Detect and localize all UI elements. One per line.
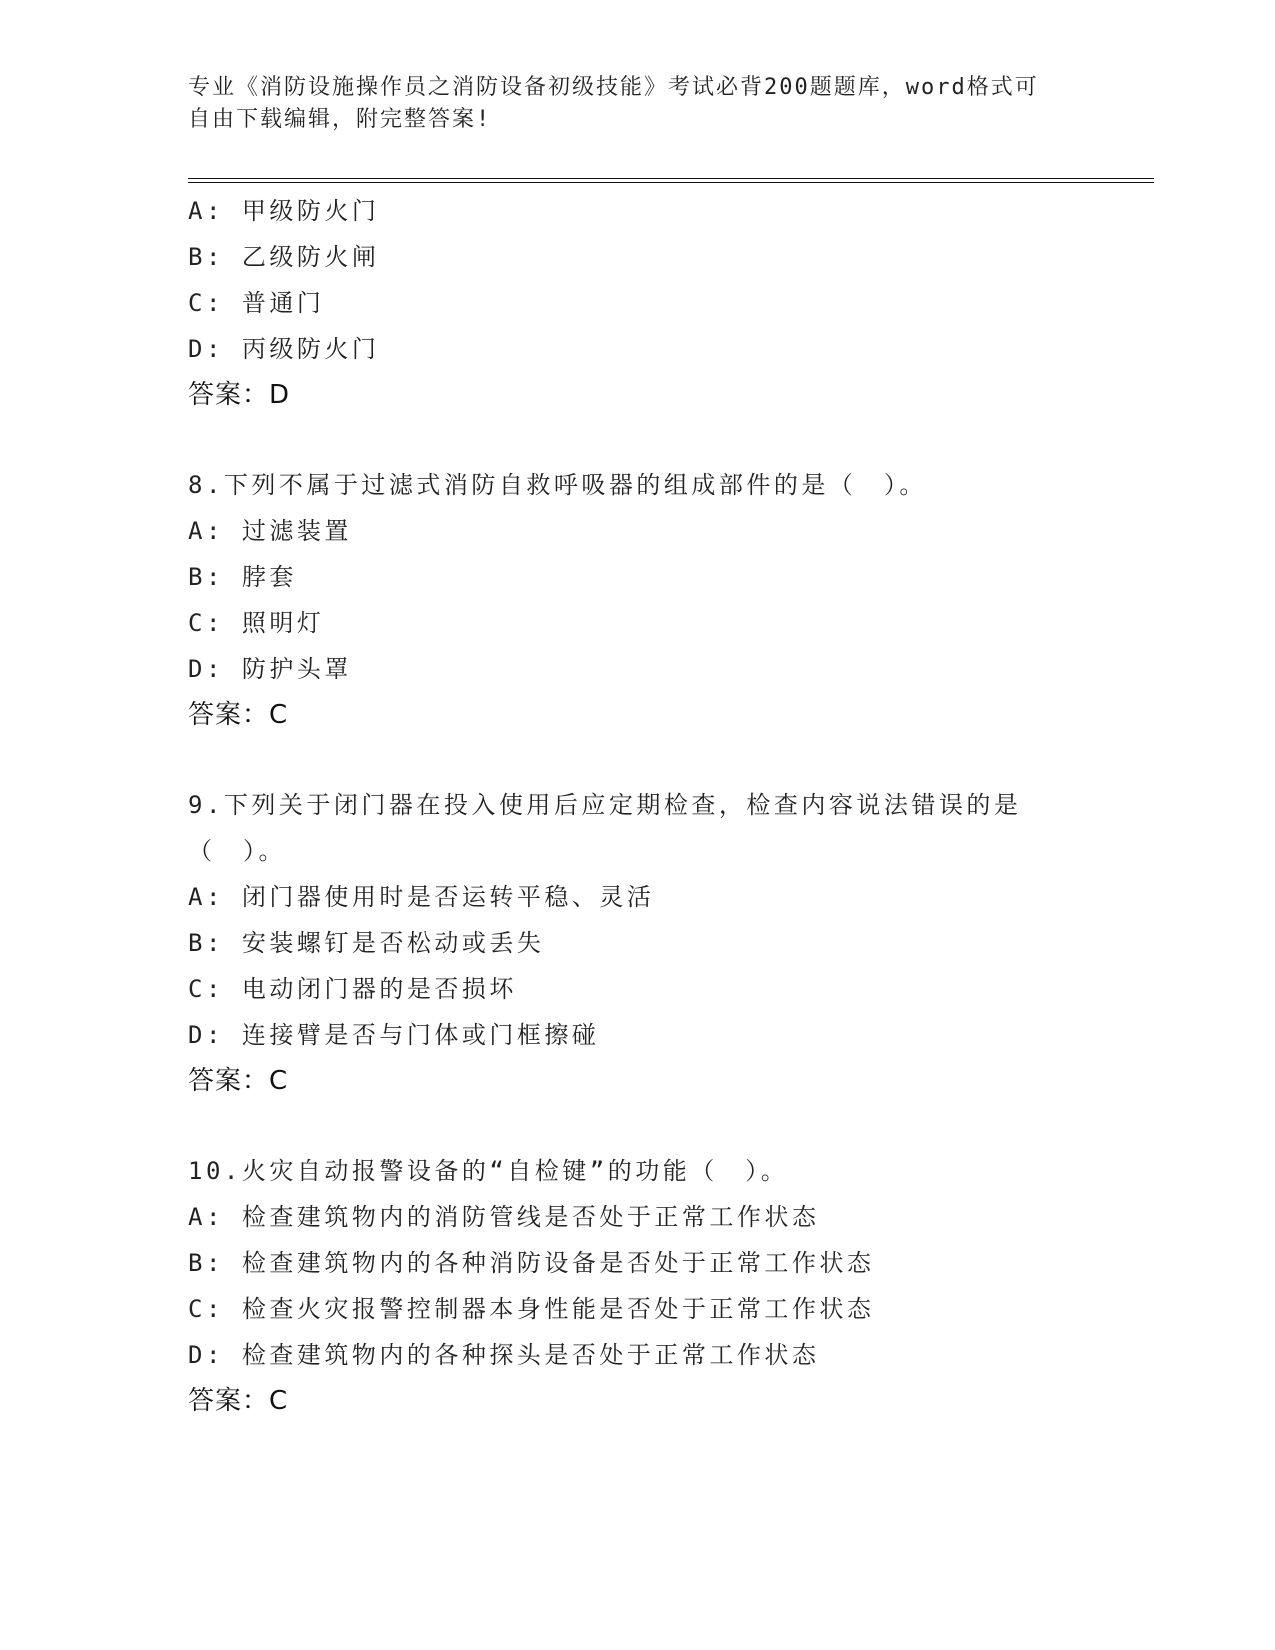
answer-line: 答案：C	[188, 1386, 289, 1416]
answer-line: 答案：C	[188, 1066, 289, 1096]
option-a: A: 过滤装置	[188, 517, 352, 545]
option-b: B: 脖套	[188, 563, 297, 591]
option-c: C: 普通门	[188, 289, 325, 317]
option-a: A: 检查建筑物内的消防管线是否处于正常工作状态	[188, 1203, 820, 1231]
question-list	[188, 188, 1154, 1424]
question-7	[188, 188, 1154, 418]
question-8	[188, 462, 1154, 738]
option-d: D: 连接臂是否与门体或门框擦碰	[188, 1021, 600, 1049]
option-a: A: 闭门器使用时是否运转平稳、灵活	[188, 883, 655, 911]
question-stem-continued: （ ）。	[188, 837, 286, 865]
option-c: C: 照明灯	[188, 609, 325, 637]
question-stem: 8.下列不属于过滤式消防自救呼吸器的组成部件的是（ ）。	[188, 471, 927, 499]
option-b: B: 安装螺钉是否松动或丢失	[188, 929, 545, 957]
option-b: B: 乙级防火闸	[188, 243, 380, 271]
question-stem: 9.下列关于闭门器在投入使用后应定期检查，检查内容说法错误的是	[188, 791, 1022, 819]
option-d: D: 检查建筑物内的各种探头是否处于正常工作状态	[188, 1341, 820, 1369]
question-stem: 10.火灾自动报警设备的“自检键”的功能（ ）。	[188, 1157, 789, 1185]
option-d: D: 防护头罩	[188, 655, 352, 683]
option-c: C: 检查火灾报警控制器本身性能是否处于正常工作状态	[188, 1295, 875, 1323]
option-a: A: 甲级防火门	[188, 197, 380, 225]
question-9	[188, 782, 1154, 1104]
question-10	[188, 1148, 1154, 1424]
option-d: D: 丙级防火门	[188, 335, 380, 363]
header-line-1: 专业《消防设施操作员之消防设备初级技能》考试必背200题题库，word格式可	[188, 75, 1039, 100]
header-divider-top	[188, 178, 1154, 179]
answer-line: 答案：D	[188, 380, 291, 410]
header-divider-bottom	[188, 182, 1154, 183]
document-header	[188, 72, 1068, 136]
answer-line: 答案：C	[188, 700, 289, 730]
header-line-2: 自由下载编辑，附完整答案!	[188, 107, 492, 132]
option-b: B: 检查建筑物内的各种消防设备是否处于正常工作状态	[188, 1249, 875, 1277]
option-c: C: 电动闭门器的是否损坏	[188, 975, 517, 1003]
